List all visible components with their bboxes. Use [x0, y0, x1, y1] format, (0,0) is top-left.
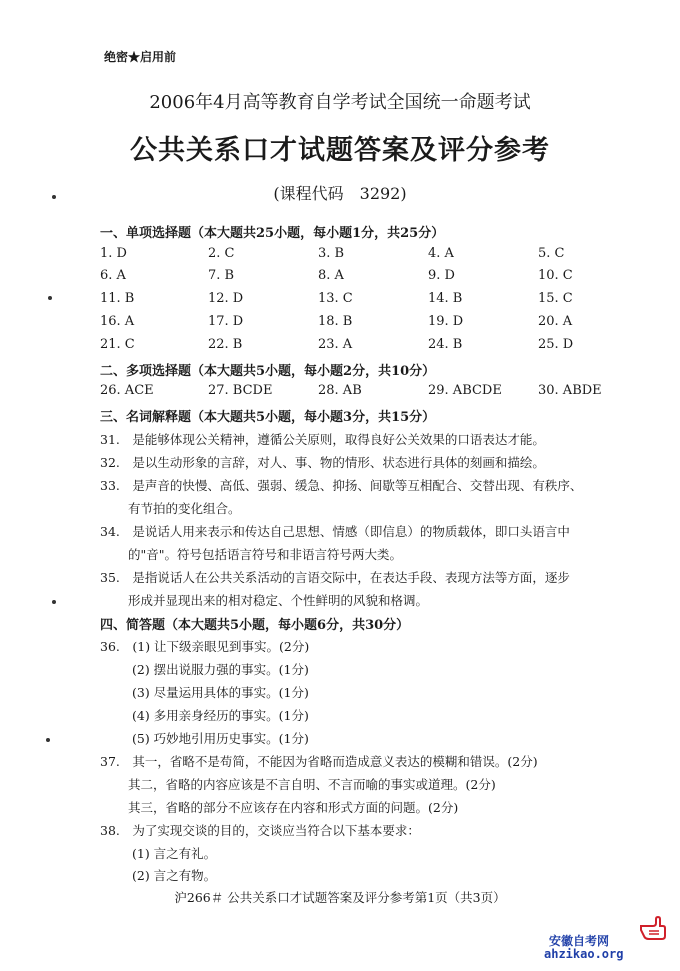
answer-paragraph: 34. 是说话人用来表示和传达自己思想、情感（即信息）的物质载体，即口头语言中: [100, 524, 570, 539]
answer-paragraph: (5) 巧妙地引用历史事实。(1分): [132, 731, 309, 746]
page-footer: 沪266＃ 公共关系口才试题答案及评分参考第1页（共3页）: [174, 890, 506, 905]
pointing-hand-icon: [637, 914, 667, 942]
answer-paragraph: 形成并显现出来的相对稳定、个性鲜明的风貌和格调。: [128, 593, 429, 608]
answer-item: 13. C: [318, 291, 353, 306]
answer-paragraph: 36. (1) 让下级亲眼见到事实。(2分): [100, 639, 310, 654]
scan-speck: [52, 600, 56, 604]
answer-paragraph: 32. 是以生动形象的言辞，对人、事、物的情形、状态进行具体的刻画和描绘。: [100, 455, 545, 470]
scan-speck: [48, 296, 52, 300]
answer-item: 1. D: [100, 246, 127, 261]
answer-paragraph: (2) 言之有物。: [132, 868, 217, 883]
answer-item: 24. B: [428, 337, 463, 352]
exam-title: 2006年4月高等教育自学考试全国统一命题考试: [149, 92, 531, 113]
answer-paragraph: 37. 其一，省略不是苟简，不能因为省略而造成意义表达的模糊和错误。(2分): [100, 754, 538, 769]
confidential-label: 绝密★启用前: [104, 50, 177, 64]
answer-item: 20. A: [538, 314, 573, 329]
watermark-url: ahzikao.org: [544, 947, 624, 961]
answer-paragraph: 其三，省略的部分不应该存在内容和形式方面的问题。(2分): [128, 800, 459, 815]
answer-item: 23. A: [318, 337, 353, 352]
answer-item: 18. B: [318, 314, 353, 329]
answer-paragraph: 其二，省略的内容应该是不言自明、不言而喻的事实或道理。(2分): [128, 777, 496, 792]
answer-paragraph: (4) 多用亲身经历的事实。(1分): [132, 708, 309, 723]
answer-item: 19. D: [428, 314, 464, 329]
answer-paragraph: (1) 言之有礼。: [132, 846, 217, 861]
answer-item: 30. ABDE: [538, 383, 602, 398]
answer-paragraph: 38. 为了实现交谈的目的，交谈应当符合以下基本要求：: [100, 823, 420, 838]
section-heading-definitions: 三、名词解释题（本大题共5小题，每小题3分，共15分）: [100, 410, 436, 425]
answer-item: 21. C: [100, 337, 135, 352]
answer-item: 11. B: [100, 291, 135, 306]
answer-item: 3. B: [318, 246, 345, 261]
answer-item: 15. C: [538, 291, 573, 306]
answer-item: 9. D: [428, 268, 455, 283]
answer-item: 25. D: [538, 337, 574, 352]
answer-item: 12. D: [208, 291, 244, 306]
answer-paragraph: (2) 摆出说服力强的事实。(1分): [132, 662, 309, 677]
answer-item: 26. ACE: [100, 383, 154, 398]
section-heading-short-answer: 四、简答题（本大题共5小题，每小题6分，共30分）: [100, 618, 410, 633]
section-heading-multiple-choice: 二、多项选择题（本大题共5小题，每小题2分，共10分）: [100, 364, 436, 379]
section-heading-single-choice: 一、单项选择题（本大题共25小题，每小题1分，共25分）: [100, 226, 445, 241]
page-title: 公共关系口才试题答案及评分参考: [130, 135, 550, 166]
answer-item: 22. B: [208, 337, 243, 352]
answer-item: 7. B: [208, 268, 235, 283]
answer-item: 8. A: [318, 268, 344, 283]
answer-paragraph: 31. 是能够体现公关精神，遵循公关原则，取得良好公关效果的口语表达才能。: [100, 432, 545, 447]
answer-item: 29. ABCDE: [428, 383, 502, 398]
answer-paragraph: (3) 尽量运用具体的事实。(1分): [132, 685, 309, 700]
answer-item: 16. A: [100, 314, 135, 329]
watermark-site-name: 安徽自考网: [549, 934, 610, 948]
answer-item: 6. A: [100, 268, 126, 283]
answer-item: 14. B: [428, 291, 463, 306]
answer-item: 17. D: [208, 314, 244, 329]
scan-speck: [46, 738, 50, 742]
answer-paragraph: 33. 是声音的快慢、高低、强弱、缓急、抑扬、间歇等互相配合、交替出现、有秩序、: [100, 478, 583, 493]
answer-item: 27. BCDE: [208, 383, 273, 398]
answer-paragraph: 有节拍的变化组合。: [128, 501, 241, 516]
answer-paragraph: 35. 是指说话人在公共关系活动的言语交际中，在表达手段、表现方法等方面，逐步: [100, 570, 570, 585]
answer-item: 10. C: [538, 268, 573, 283]
answer-paragraph: 的"音"。符号包括语言符号和非语言符号两大类。: [128, 547, 402, 562]
answer-item: 4. A: [428, 246, 454, 261]
answer-item: 5. C: [538, 246, 565, 261]
answer-item: 2. C: [208, 246, 235, 261]
course-code: (课程代码 3292): [273, 184, 407, 203]
answer-item: 28. AB: [318, 383, 362, 398]
